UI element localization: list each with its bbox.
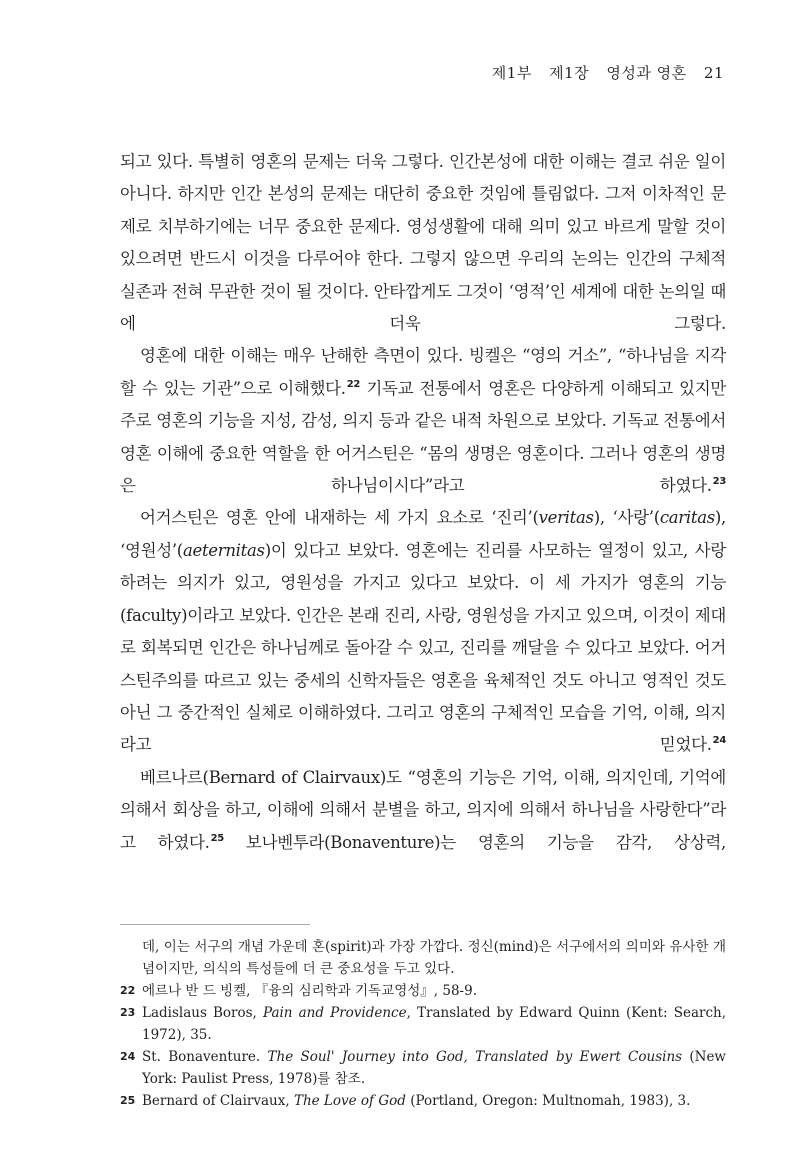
paragraph-3-text-d: )이 있다고 보았다. 영혼에는 진리를 사모하는 열정이 있고, 사랑하려는 의지가 있고, 영원성을 가지고 있다고 보았다. 이 세 가지가 영혼의 기능(faculty)이라고 보았다. 인간은 본래 진리, 사랑, 영원성을 가지고 있으며, 이것이 제대로 회복되면 인간은 하나님께로 돌아갈 수 있고, 진리를 깨달을 수 있다고 보았다. 어거스틴주의를 따르고 있는 중세의 신학자들은 영혼을 육체적인 것도 아니고 영적인 것도 아닌 그 중간적인 실체로 이해하였다. 그리고 영혼의 구체적인 모습을 기억, 이해, 의지라고 믿었다. xyxy=(120,540,726,755)
running-head xyxy=(480,62,724,83)
paragraph-1-text: 되고 있다. 특별히 영혼의 문제는 더욱 그렇다. 인간본성에 대한 이해는 결코 쉬운 일이 아니다. 하지만 인간 본성의 문제는 대단히 중요한 것임에 틀림없다. 그저 이차적인 문제로 치부하기에는 너무 중요한 문제다. 영성생활에 대해 의미 있고 바르게 말할 것이 있으려면 반드시 이것을 다루어야 한다. 그렇지 않으면 우리의 논의는 인간의 구체적 실존과 전혀 무관한 것이 될 것이다. 안타깝게도 그것이 ‘영적’인 세계에 대한 논의일 때에 더욱 그렇다. xyxy=(120,152,726,334)
running-head-chapter: 제1장 xyxy=(549,64,590,82)
paragraph-4-text-a: 베르나르(Bernard of Clairvaux)도 “영혼의 기능은 기억, 이해, 의지인데, 기억에 의해서 회상을 하고, 이해에 의해서 분별을 하고, 의지에 의해서 하나님을 사랑한다”라고 하였다. xyxy=(120,767,726,852)
footnote-divider xyxy=(120,924,310,925)
footnote-ref-25[interactable]: 25 xyxy=(210,832,224,844)
book-title: The Soul' Journey into God, Translated by Ewert Cousins xyxy=(267,1049,683,1065)
footnote-25: 25 Bernard of Clairvaux, The Love of God (Portland, Oregon: Multnomah, 1983), 3. xyxy=(120,1093,691,1109)
footnote-22: 22 에르나 반 드 빙켈, 『융의 심리학과 기독교영성』, 58-9. xyxy=(120,983,477,999)
footnote-24: 24 St. Bonaventure. The Soul' Journey into God, Translated by Ewert Cousins (New York: Paulist Press, 1978)를 참조. xyxy=(120,1049,726,1087)
latin-term-veritas: veritas xyxy=(538,508,594,528)
paragraph-2-text-a: 영혼에 대한 이해는 매우 난해한 측면이 있다. 빙켈은 “영의 거소”, “하나님을 지각할 수 있는 기관”으로 이해했다. xyxy=(120,346,726,398)
body-text xyxy=(120,146,726,859)
paragraph-2 xyxy=(120,340,726,502)
book-title: The Love of God xyxy=(293,1093,406,1109)
paragraph-4-text-b: 보나벤투라(Bonaventure)는 영혼의 기능을 감각, 상상력, xyxy=(223,832,726,852)
running-head-title: 영성과 영혼 xyxy=(606,64,687,82)
footnotes xyxy=(120,936,726,1112)
footnote-ref-24[interactable]: 24 xyxy=(712,735,726,747)
paragraph-1 xyxy=(120,146,726,340)
paragraph-3-text-c: ), ‘영원성’( xyxy=(120,508,726,560)
running-head-part: 제1부 xyxy=(491,64,532,82)
book-title: Pain and Providence xyxy=(262,1005,407,1021)
footnote-ref-22[interactable]: 22 xyxy=(346,378,361,390)
page-number: 21 xyxy=(703,64,724,82)
latin-term-caritas: caritas xyxy=(659,508,715,528)
footnote-ref-23[interactable]: 23 xyxy=(712,476,726,488)
paragraph-4 xyxy=(120,762,726,859)
paragraph-3-text-a: 어거스틴은 영혼 안에 내재하는 세 가지 요소로 ‘진리’( xyxy=(140,508,539,528)
paragraph-3-text-b: ), ‘사랑’( xyxy=(593,508,660,528)
paragraph-2-text-b: 기독교 전통에서 영혼은 다양하게 이해되고 있지만 주로 영혼의 기능을 지성, 감성, 의지 등과 같은 내적 차원으로 보았다. 기독교 전통에서 영혼 이해에 중요한 역할을 한 어거스틴은 “몸의 생명은 영혼이다. 그러나 영혼의 생명은 하나님이시다”라고 하였다. xyxy=(120,378,726,496)
latin-term-aeternitas: aeternitas xyxy=(182,540,265,560)
footnote-continuation: 데, 이는 서구의 개념 가운데 혼(spirit)과 가장 가깝다. 정신(mind)은 서구에서의 의미와 유사한 개념이지만, 의식의 특성들에 더 큰 중요성을 두고 있다. xyxy=(142,939,726,977)
paragraph-3 xyxy=(120,502,726,761)
footnote-23: 23 Ladislaus Boros, Pain and Providence, Translated by Edward Quinn (Kent: Search, 1972), 35. xyxy=(120,1005,726,1043)
